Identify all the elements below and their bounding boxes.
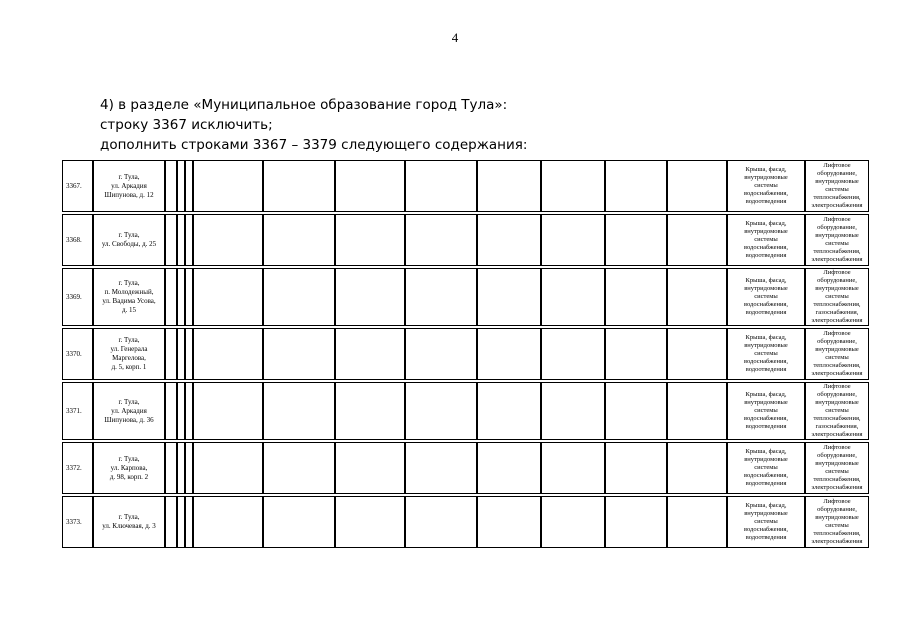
empty-cell (605, 328, 667, 380)
table-row (62, 214, 869, 266)
empty-cell (177, 214, 185, 266)
empty-cell (263, 214, 335, 266)
table-row (62, 160, 869, 212)
row-works-roof: Крыша, фасад, внутридомовые системы водоснабжения, водоотведения (727, 214, 805, 266)
row-number: 3372. (62, 442, 93, 494)
row-works-roof: Крыша, фасад, внутридомовые системы водоснабжения, водоотведения (727, 442, 805, 494)
row-number: 3369. (62, 268, 93, 326)
empty-cell (335, 442, 405, 494)
row-address: г. Тула, ул. Ключевая, д. 3 (93, 496, 165, 548)
empty-cell (165, 328, 177, 380)
row-number: 3373. (62, 496, 93, 548)
table-row (62, 382, 869, 440)
row-works-lift: Лифтовое оборудование, внутридомовые системы теплоснабжения, электроснабжения (805, 214, 869, 266)
empty-cell (605, 268, 667, 326)
row-works-lift: Лифтовое оборудование, внутридомовые системы теплоснабжения, электроснабжения (805, 496, 869, 548)
empty-cell (667, 442, 727, 494)
empty-cell (335, 382, 405, 440)
empty-cell (541, 496, 605, 548)
empty-cell (477, 328, 541, 380)
empty-cell (667, 496, 727, 548)
empty-cell (177, 160, 185, 212)
row-works-roof: Крыша, фасад, внутридомовые системы водоснабжения, водоотведения (727, 496, 805, 548)
table-row (62, 268, 869, 326)
empty-cell (335, 496, 405, 548)
table-row (62, 496, 869, 548)
empty-cell (477, 382, 541, 440)
empty-cell (263, 496, 335, 548)
empty-cell (177, 328, 185, 380)
empty-cell (165, 442, 177, 494)
empty-cell (185, 160, 193, 212)
row-number: 3370. (62, 328, 93, 380)
empty-cell (165, 214, 177, 266)
empty-cell (605, 382, 667, 440)
empty-cell (193, 160, 263, 212)
empty-cell (477, 160, 541, 212)
row-works-roof: Крыша, фасад, внутридомовые системы водоснабжения, водоотведения (727, 268, 805, 326)
row-works-lift: Лифтовое оборудование, внутридомовые системы теплоснабжения, электроснабжения (805, 442, 869, 494)
empty-cell (405, 382, 477, 440)
empty-cell (541, 328, 605, 380)
intro-line-2: строку 3367 исключить; (100, 117, 273, 133)
row-number: 3368. (62, 214, 93, 266)
empty-cell (335, 268, 405, 326)
empty-cell (335, 160, 405, 212)
empty-cell (193, 442, 263, 494)
empty-cell (185, 382, 193, 440)
row-address: г. Тула, ул. Генерала Маргелова, д. 5, корп. 1 (93, 328, 165, 380)
empty-cell (667, 268, 727, 326)
empty-cell (541, 214, 605, 266)
empty-cell (405, 328, 477, 380)
table-row (62, 328, 869, 380)
empty-cell (335, 328, 405, 380)
row-address: г. Тула, п. Молодежный, ул. Вадима Усова, д. 15 (93, 268, 165, 326)
row-works-lift: Лифтовое оборудование, внутридомовые системы теплоснабжения, электроснабжения (805, 160, 869, 212)
empty-cell (177, 442, 185, 494)
empty-cell (405, 268, 477, 326)
empty-cell (667, 328, 727, 380)
empty-cell (667, 214, 727, 266)
empty-cell (477, 442, 541, 494)
row-address: г. Тула, ул. Аркадия Шипунова, д. 36 (93, 382, 165, 440)
empty-cell (541, 442, 605, 494)
row-works-roof: Крыша, фасад, внутридомовые системы водоснабжения, водоотведения (727, 328, 805, 380)
empty-cell (185, 328, 193, 380)
empty-cell (605, 160, 667, 212)
empty-cell (405, 442, 477, 494)
row-works-roof: Крыша, фасад, внутридомовые системы водоснабжения, водоотведения (727, 382, 805, 440)
empty-cell (185, 268, 193, 326)
empty-cell (605, 214, 667, 266)
empty-cell (541, 268, 605, 326)
empty-cell (405, 160, 477, 212)
empty-cell (335, 214, 405, 266)
empty-cell (263, 268, 335, 326)
row-address: г. Тула, ул. Карпова, д. 98, корп. 2 (93, 442, 165, 494)
row-works-roof: Крыша, фасад, внутридомовые системы водоснабжения, водоотведения (727, 160, 805, 212)
row-address: г. Тула, ул. Аркадия Шипунова, д. 12 (93, 160, 165, 212)
empty-cell (193, 382, 263, 440)
empty-cell (667, 382, 727, 440)
table-row (62, 442, 869, 494)
empty-cell (541, 160, 605, 212)
amendment-table (62, 160, 869, 548)
row-address: г. Тула, ул. Свободы, д. 25 (93, 214, 165, 266)
empty-cell (165, 382, 177, 440)
empty-cell (177, 496, 185, 548)
empty-cell (185, 496, 193, 548)
intro-line-1: 4) в разделе «Муниципальное образование город Тула»: (100, 97, 508, 113)
empty-cell (477, 214, 541, 266)
empty-cell (177, 382, 185, 440)
empty-cell (405, 496, 477, 548)
empty-cell (667, 160, 727, 212)
empty-cell (605, 442, 667, 494)
empty-cell (405, 214, 477, 266)
intro-text (100, 95, 527, 155)
row-works-lift: Лифтовое оборудование, внутридомовые системы теплоснабжения, электроснабжения (805, 328, 869, 380)
intro-line-3: дополнить строками 3367 – 3379 следующего содержания: (100, 137, 528, 153)
empty-cell (193, 328, 263, 380)
row-works-lift: Лифтовое оборудование, внутридомовые системы теплоснабжения, газоснабжения, электроснабжения (805, 382, 869, 440)
empty-cell (605, 496, 667, 548)
empty-cell (185, 442, 193, 494)
row-works-lift: Лифтовое оборудование, внутридомовые системы теплоснабжения, газоснабжения, электроснабжения (805, 268, 869, 326)
empty-cell (263, 328, 335, 380)
empty-cell (477, 268, 541, 326)
empty-cell (263, 442, 335, 494)
page-number: 4 (451, 30, 459, 45)
empty-cell (177, 268, 185, 326)
empty-cell (263, 160, 335, 212)
empty-cell (165, 496, 177, 548)
empty-cell (185, 214, 193, 266)
empty-cell (477, 496, 541, 548)
empty-cell (193, 268, 263, 326)
empty-cell (165, 160, 177, 212)
empty-cell (193, 214, 263, 266)
empty-cell (193, 496, 263, 548)
row-number: 3367. (62, 160, 93, 212)
empty-cell (263, 382, 335, 440)
row-number: 3371. (62, 382, 93, 440)
empty-cell (541, 382, 605, 440)
empty-cell (165, 268, 177, 326)
